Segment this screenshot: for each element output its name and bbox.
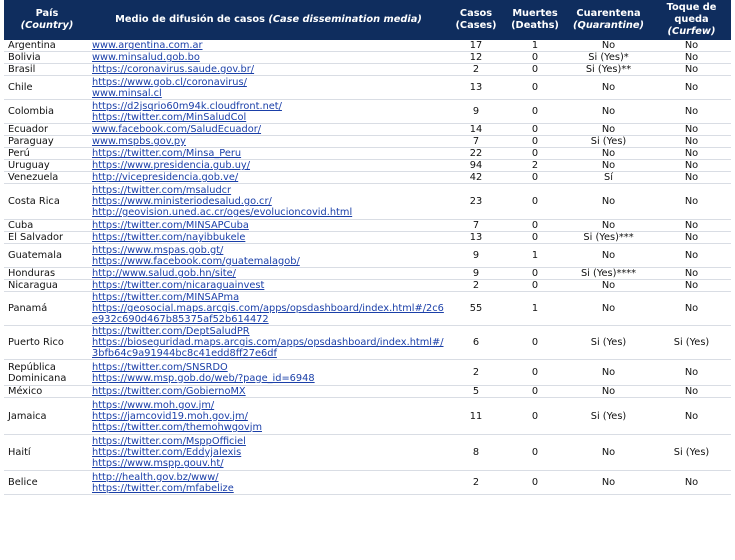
media-cell [90,124,447,136]
table-row [4,326,731,360]
country-cell: Belice [4,471,90,495]
media-link[interactable]: https://d2jsqrio60m94k.cloudfront.net/ [92,100,282,112]
media-cell [90,471,447,495]
cases-cell: 12 [447,52,505,64]
table-row [4,184,731,220]
curfew-cell: No [652,386,731,398]
quarantine-cell: Sí [565,172,652,184]
media-cell [90,40,447,52]
media-cell [90,160,447,172]
media-link[interactable]: https://twitter.com/themohwgovjm [92,421,262,433]
curfew-cell: No [652,268,731,280]
deaths-cell: 0 [505,148,565,160]
media-link[interactable]: https://www.gob.cl/coronavirus/ [92,76,247,88]
quarantine-cell: Si (Yes)**** [565,268,652,280]
table-row [4,148,731,160]
media-link[interactable]: https://twitter.com/MINSAPCuba [92,220,249,231]
media-cell [90,244,447,268]
quarantine-cell: Si (Yes)*** [565,232,652,244]
quarantine-cell: Si (Yes) [565,398,652,435]
cases-cell: 7 [447,220,505,232]
curfew-cell: No [652,172,731,184]
header-quarantine: Cuarentena (Quarantine) [565,0,652,40]
country-cell: Uruguay [4,160,90,172]
table-row [4,232,731,244]
curfew-cell: No [652,136,731,148]
media-link[interactable]: www.minsalud.gob.bo [92,52,200,63]
media-cell [90,292,447,326]
country-cell: Brasil [4,64,90,76]
media-link[interactable]: www.minsal.cl [92,87,162,99]
media-cell [90,64,447,76]
quarantine-cell: Si (Yes)** [565,64,652,76]
cases-cell: 2 [447,280,505,292]
cases-cell: 9 [447,268,505,280]
cases-cell: 17 [447,40,505,52]
media-cell [90,148,447,160]
cases-cell: 11 [447,398,505,435]
media-cell [90,326,447,360]
media-link[interactable]: https://www.moh.gov.jm/ [92,399,215,411]
country-cell: República Dominicana [4,360,90,386]
table-row [4,100,731,124]
country-cell: Argentina [4,40,90,52]
table-row [4,360,731,386]
table-row [4,52,731,64]
curfew-cell: No [652,52,731,64]
curfew-cell: No [652,160,731,172]
quarantine-cell: No [565,40,652,52]
quarantine-cell: Si (Yes) [565,326,652,360]
table-row [4,64,731,76]
quarantine-cell: No [565,76,652,100]
header-curfew: Toque de queda (Curfew) [652,0,731,40]
deaths-cell: 0 [505,136,565,148]
table-row [4,172,731,184]
deaths-cell: 0 [505,435,565,471]
deaths-cell: 0 [505,232,565,244]
curfew-cell: No [652,232,731,244]
country-cell: México [4,386,90,398]
quarantine-cell: No [565,184,652,220]
cases-cell: 9 [447,100,505,124]
quarantine-cell: No [565,100,652,124]
media-link[interactable]: http://vicepresidencia.gob.ve/ [92,172,239,183]
media-link[interactable]: www.mspbs.gov.py [92,136,186,147]
header-deaths: Muertes (Deaths) [505,0,565,40]
table-row [4,398,731,435]
media-link[interactable]: http://www.salud.gob.hn/site/ [92,268,236,279]
cases-cell: 42 [447,172,505,184]
media-cell [90,386,447,398]
media-cell [90,268,447,280]
curfew-cell: No [652,100,731,124]
media-link[interactable]: https://twitter.com/MinSaludCol [92,111,247,123]
cases-cell: 2 [447,360,505,386]
media-link[interactable]: https://coronavirus.saude.gov.br/ [92,64,255,75]
country-cell: El Salvador [4,232,90,244]
deaths-cell: 0 [505,172,565,184]
media-link[interactable]: https://twitter.com/msaludcr [92,185,232,196]
country-cell: Haití [4,435,90,471]
curfew-cell: No [652,471,731,495]
media-link[interactable]: http://health.gov.bz/www/ [92,471,219,483]
deaths-cell: 0 [505,326,565,360]
deaths-cell: 1 [505,40,565,52]
deaths-cell: 2 [505,160,565,172]
quarantine-cell: No [565,280,652,292]
media-link[interactable]: https://twitter.com/SNSRDO [92,361,228,373]
deaths-cell: 0 [505,76,565,100]
table-header [4,0,731,40]
header-cases: Casos (Cases) [447,0,505,40]
media-link[interactable]: www.argentina.com.ar [92,40,203,51]
curfew-cell: No [652,148,731,160]
cases-table [4,0,731,495]
cases-cell: 9 [447,244,505,268]
country-cell: Bolivia [4,52,90,64]
media-cell [90,100,447,124]
curfew-cell: Si (Yes) [652,326,731,360]
media-link[interactable]: https://www.facebook.com/guatemalagob/ [92,255,300,267]
deaths-cell: 0 [505,386,565,398]
curfew-cell: No [652,244,731,268]
deaths-cell: 0 [505,124,565,136]
media-link[interactable]: https://www.ministeriodesalud.go.cr/ [92,196,272,207]
curfew-cell: No [652,40,731,52]
media-cell [90,136,447,148]
quarantine-cell: No [565,471,652,495]
curfew-cell: No [652,184,731,220]
cases-cell: 2 [447,471,505,495]
media-cell [90,435,447,471]
deaths-cell: 0 [505,360,565,386]
table-row [4,76,731,100]
cases-cell: 2 [447,64,505,76]
cases-cell: 14 [447,124,505,136]
curfew-cell: Si (Yes) [652,435,731,471]
media-link[interactable]: https://geosocial.maps.arcgis.com/apps/opsdashboard/index.html#/2c6e932c690d467b85375af52b614472 [92,303,444,325]
country-cell: Puerto Rico [4,326,90,360]
deaths-cell: 0 [505,398,565,435]
curfew-cell: No [652,398,731,435]
quarantine-cell: No [565,148,652,160]
country-cell: Colombia [4,100,90,124]
country-cell: Chile [4,76,90,100]
header-media: Medio de difusión de casos (Case dissemination media) [90,0,447,40]
media-cell [90,52,447,64]
deaths-cell: 0 [505,268,565,280]
table-row [4,40,731,52]
media-cell [90,280,447,292]
cases-cell: 23 [447,184,505,220]
deaths-cell: 0 [505,52,565,64]
quarantine-cell: Si (Yes) [565,136,652,148]
quarantine-cell: No [565,160,652,172]
media-cell [90,76,447,100]
table-row [4,471,731,495]
cases-cell: 55 [447,292,505,326]
table-row [4,292,731,326]
media-link[interactable]: https://www.mspp.gouv.ht/ [92,458,224,469]
media-link[interactable]: https://twitter.com/Minsa_Peru [92,148,242,159]
media-link[interactable]: https://jamcovid19.moh.gov.jm/ [92,410,248,422]
country-cell: Perú [4,148,90,160]
header-country: País (Country) [4,0,90,40]
media-link[interactable]: https://www.msp.gob.do/web/?page_id=6948 [92,372,315,384]
country-cell: Venezuela [4,172,90,184]
media-link[interactable]: https://www.presidencia.gub.uy/ [92,160,251,171]
table-row [4,280,731,292]
media-link[interactable]: https://twitter.com/nicaraguainvest [92,280,265,291]
media-link[interactable]: https://www.mspas.gob.gt/ [92,244,224,256]
deaths-cell: 0 [505,184,565,220]
media-link[interactable]: https://twitter.com/mfabelize [92,482,234,494]
curfew-cell: No [652,292,731,326]
media-cell [90,220,447,232]
table-row [4,386,731,398]
country-cell: Nicaragua [4,280,90,292]
table-row [4,268,731,280]
quarantine-cell: No [565,360,652,386]
table-row [4,160,731,172]
quarantine-cell: No [565,435,652,471]
curfew-cell: No [652,360,731,386]
deaths-cell: 1 [505,292,565,326]
media-link[interactable]: https://twitter.com/DeptSaludPR [92,326,250,337]
media-link[interactable]: https://twitter.com/nayibbukele [92,232,246,243]
media-cell [90,184,447,220]
cases-cell: 13 [447,76,505,100]
table-row [4,220,731,232]
country-cell: Paraguay [4,136,90,148]
country-cell: Costa Rica [4,184,90,220]
cases-cell: 6 [447,326,505,360]
media-cell [90,360,447,386]
country-cell: Ecuador [4,124,90,136]
cases-cell: 5 [447,386,505,398]
media-link[interactable]: https://twitter.com/GobiernoMX [92,386,246,397]
table-row [4,136,731,148]
curfew-cell: No [652,280,731,292]
deaths-cell: 0 [505,471,565,495]
media-cell [90,232,447,244]
quarantine-cell: No [565,124,652,136]
country-cell: Jamaica [4,398,90,435]
media-link[interactable]: www.facebook.com/SaludEcuador/ [92,124,262,135]
curfew-cell: No [652,76,731,100]
cases-cell: 94 [447,160,505,172]
deaths-cell: 0 [505,280,565,292]
country-cell: Honduras [4,268,90,280]
media-link[interactable]: https://bioseguridad.maps.arcgis.com/apps/opsdashboard/index.html#/3bfb64c9a91944bc8c41edd8ff27e6df [92,337,444,359]
country-cell: Panamá [4,292,90,326]
table-row [4,244,731,268]
curfew-cell: No [652,64,731,76]
quarantine-cell: No [565,244,652,268]
quarantine-cell: No [565,220,652,232]
country-cell: Guatemala [4,244,90,268]
table-body [4,40,731,495]
country-cell: Cuba [4,220,90,232]
media-link[interactable]: http://geovision.uned.ac.cr/oges/evolucioncovid.html [92,207,353,218]
deaths-cell: 1 [505,244,565,268]
media-cell [90,172,447,184]
table-row [4,435,731,471]
media-link[interactable]: https://twitter.com/MINSAPma [92,292,240,303]
media-link[interactable]: https://twitter.com/Eddyjalexis [92,447,242,458]
quarantine-cell: Si (Yes)* [565,52,652,64]
curfew-cell: No [652,124,731,136]
media-link[interactable]: https://twitter.com/MsppOfficiel [92,436,246,447]
deaths-cell: 0 [505,220,565,232]
quarantine-cell: No [565,292,652,326]
cases-cell: 13 [447,232,505,244]
table-row [4,124,731,136]
cases-cell: 8 [447,435,505,471]
curfew-cell: No [652,220,731,232]
deaths-cell: 0 [505,64,565,76]
cases-cell: 22 [447,148,505,160]
cases-cell: 7 [447,136,505,148]
quarantine-cell: No [565,386,652,398]
deaths-cell: 0 [505,100,565,124]
media-cell [90,398,447,435]
